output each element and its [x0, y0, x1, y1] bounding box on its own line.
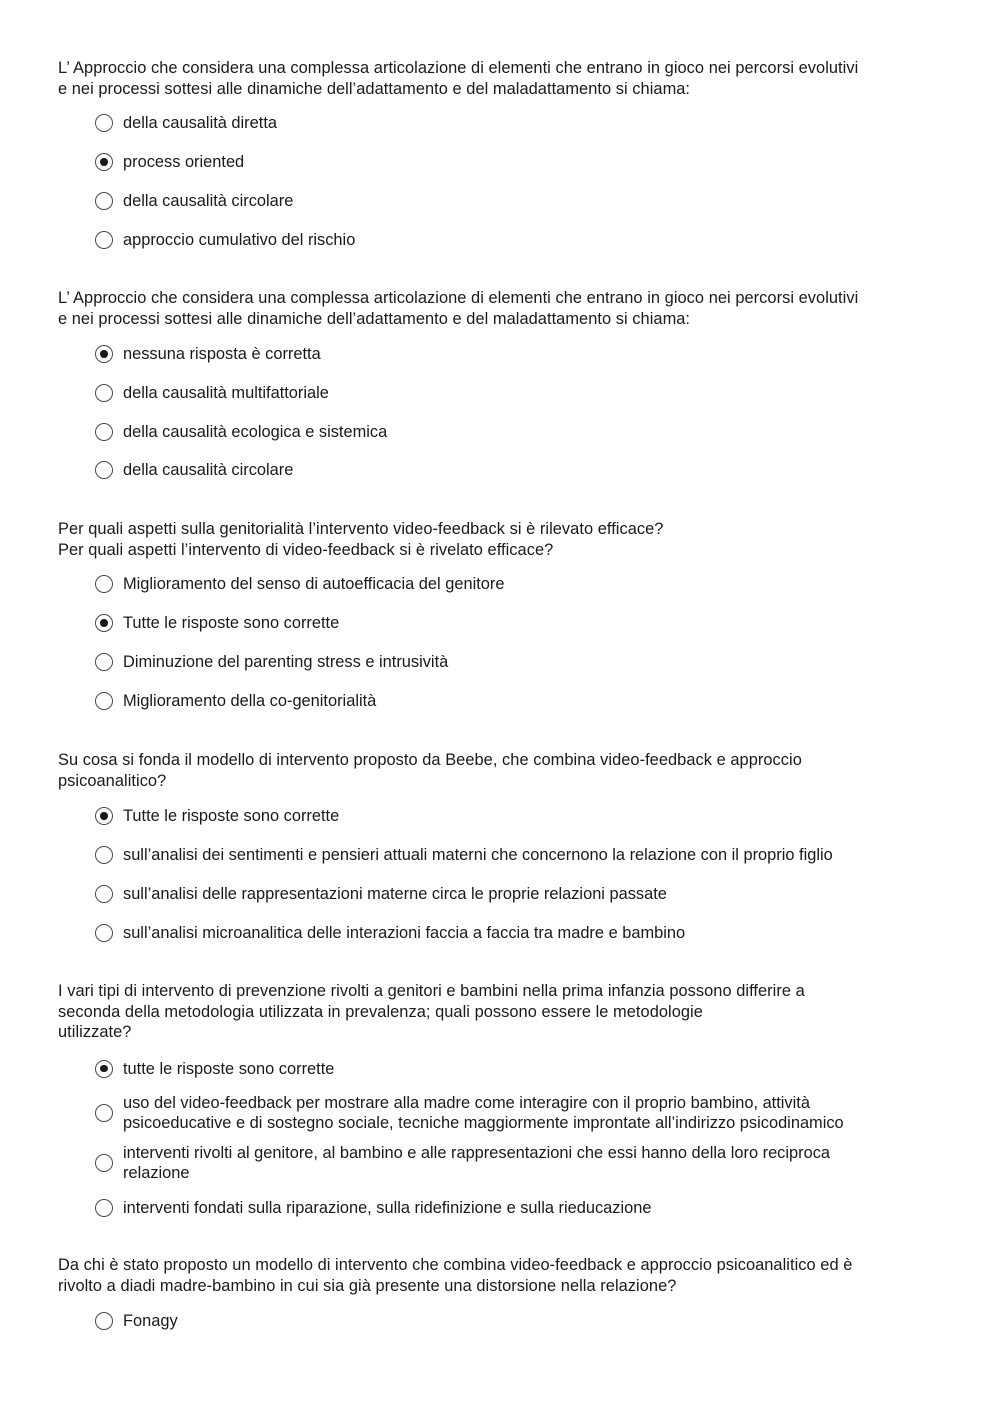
- radio-button[interactable]: [95, 423, 113, 441]
- radio-button[interactable]: [95, 885, 113, 903]
- option-label: tutte le risposte sono corrette: [123, 1059, 335, 1078]
- question-1: [58, 58, 958, 249]
- option-radio[interactable]: [95, 152, 955, 173]
- option-radio[interactable]: [95, 806, 955, 827]
- radio-button[interactable]: [95, 153, 113, 171]
- radio-button[interactable]: [95, 614, 113, 632]
- option-radio[interactable]: [95, 613, 955, 634]
- radio-button[interactable]: [95, 1060, 113, 1078]
- option-radio[interactable]: [95, 1093, 955, 1134]
- radio-button[interactable]: [95, 1154, 113, 1172]
- radio-button[interactable]: [95, 1104, 113, 1122]
- option-label: sull’analisi delle rappresentazioni materne circa le proprie relazioni passate: [123, 885, 667, 903]
- option-label: interventi fondati sulla riparazione, sulla ridefinizione e sulla rieducazione: [123, 1198, 652, 1217]
- radio-button[interactable]: [95, 1312, 113, 1330]
- option-radio[interactable]: [95, 652, 955, 673]
- question-text: L’ Approccio che considera una complessa articolazione di elementi che entrano in gioco nei percorsi evolutivi e nei processi sottesi alle dinamiche dell’adattamento e del maladattamento si chiama:: [58, 59, 859, 98]
- radio-button[interactable]: [95, 114, 113, 132]
- radio-button[interactable]: [95, 192, 113, 210]
- question-4: [58, 750, 958, 942]
- question-5: [58, 981, 958, 1217]
- question-3: [58, 519, 958, 710]
- option-label: Miglioramento della co-genitorialità: [123, 692, 377, 710]
- radio-button[interactable]: [95, 924, 113, 942]
- radio-button[interactable]: [95, 345, 113, 363]
- radio-button[interactable]: [95, 1199, 113, 1217]
- option-label: della causalità circolare: [123, 192, 294, 210]
- option-label: Fonagy: [123, 1312, 178, 1330]
- option-radio[interactable]: [95, 383, 955, 404]
- option-radio[interactable]: [95, 460, 955, 481]
- radio-button[interactable]: [95, 653, 113, 671]
- option-radio[interactable]: [95, 1198, 955, 1219]
- option-label: approccio cumulativo del rischio: [123, 231, 356, 249]
- option-label: Miglioramento del senso di autoefficacia del genitore: [123, 575, 505, 593]
- option-radio[interactable]: [95, 1311, 955, 1332]
- option-radio[interactable]: [95, 422, 955, 443]
- option-radio[interactable]: [95, 344, 955, 365]
- question-6: [58, 1255, 958, 1330]
- option-radio[interactable]: [95, 191, 955, 212]
- option-radio[interactable]: [95, 230, 955, 251]
- radio-button[interactable]: [95, 461, 113, 479]
- question-text: Per quali aspetti sulla genitorialità l’intervento video-feedback si è rilevato efficace? Per quali aspetti l’intervento di video-feedback si è rivelato efficace?: [58, 520, 664, 559]
- radio-button[interactable]: [95, 575, 113, 593]
- radio-button[interactable]: [95, 807, 113, 825]
- radio-button[interactable]: [95, 692, 113, 710]
- option-label: sull’analisi microanalitica delle interazioni faccia a faccia tra madre e bambino: [123, 924, 686, 942]
- option-radio[interactable]: [95, 884, 955, 905]
- option-radio[interactable]: [95, 574, 955, 595]
- option-label: nessuna risposta è corretta: [123, 345, 321, 363]
- option-radio[interactable]: [95, 113, 955, 134]
- option-label: interventi rivolti al genitore, al bambino e alle rappresentazioni che essi hanno della loro reciproca relazione: [123, 1143, 831, 1182]
- option-label: della causalità multifattoriale: [123, 384, 329, 402]
- option-radio[interactable]: [95, 845, 955, 866]
- option-radio[interactable]: [95, 1143, 955, 1184]
- question-text: Da chi è stato proposto un modello di intervento che combina video-feedback e approccio psicoanalitico ed è rivolto a diadi madre-bambino in cui sia già presente una distorsione nella relazione?: [58, 1256, 853, 1295]
- option-radio[interactable]: [95, 923, 955, 944]
- question-text: Su cosa si fonda il modello di intervento proposto da Beebe, che combina video-feedback e approccio psicoanalitico?: [58, 751, 802, 790]
- option-label: Tutte le risposte sono corrette: [123, 614, 340, 632]
- option-label: process oriented: [123, 153, 245, 171]
- radio-button[interactable]: [95, 384, 113, 402]
- option-label: Diminuzione del parenting stress e intrusività: [123, 653, 449, 671]
- option-label: della causalità circolare: [123, 461, 294, 479]
- option-radio[interactable]: [95, 691, 955, 712]
- option-label: Tutte le risposte sono corrette: [123, 807, 340, 825]
- question-2: [58, 288, 958, 479]
- option-label: uso del video-feedback per mostrare alla madre come interagire con il proprio bambino, attività psicoeducative e di sostegno sociale, tecniche maggiormente improntate all’indirizzo psicodinamico: [123, 1093, 844, 1132]
- question-text: L’ Approccio che considera una complessa articolazione di elementi che entrano in gioco nei percorsi evolutivi e nei processi sottesi alle dinamiche dell’adattamento e del maladattamento si chiama:: [58, 289, 859, 328]
- radio-button[interactable]: [95, 846, 113, 864]
- question-text: I vari tipi di intervento di prevenzione rivolti a genitori e bambini nella prima infanzia possono differire a seconda della metodologia utilizzata in prevalenza; quali possono essere le metodologie utilizzate?: [58, 982, 805, 1041]
- option-radio[interactable]: [95, 1059, 955, 1080]
- option-label: della causalità diretta: [123, 114, 277, 132]
- radio-button[interactable]: [95, 231, 113, 249]
- option-label: della causalità ecologica e sistemica: [123, 423, 388, 441]
- option-label: sull’analisi dei sentimenti e pensieri attuali materni che concernono la relazione con il proprio figlio: [123, 846, 833, 864]
